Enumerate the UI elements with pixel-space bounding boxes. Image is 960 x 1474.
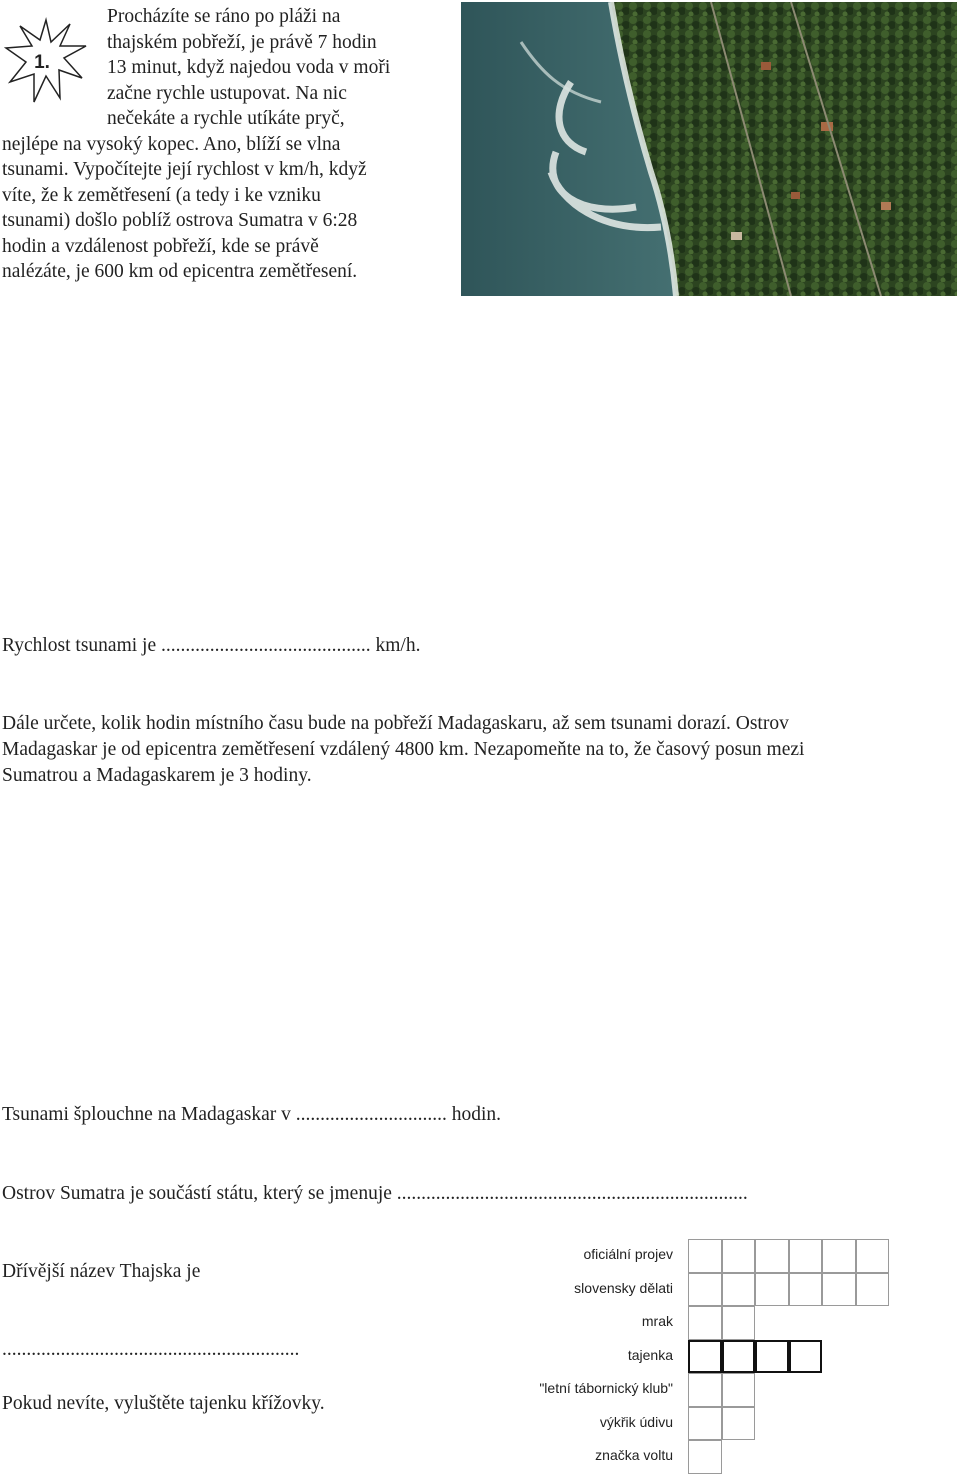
intro-line: Procházíte se ráno po pláži na: [107, 6, 341, 27]
crossword-hint: Pokud nevíte, vyluštěte tajenku křížovky.: [2, 1393, 325, 1414]
speed-answer-line: Rychlost tsunami je ........................................... km/h.: [2, 635, 421, 656]
roof: [821, 122, 833, 131]
crossword-secret-cell[interactable]: [722, 1340, 756, 1374]
crossword-clue: značka voltu: [595, 1447, 673, 1463]
intro-line: tsunami. Vypočítejte její rychlost v km/h, když: [2, 159, 367, 180]
crossword-secret-cell[interactable]: [755, 1340, 789, 1374]
roof: [791, 192, 800, 199]
task-intro: [2, 4, 457, 285]
crossword-cell[interactable]: [688, 1440, 722, 1474]
crossword-secret-cell[interactable]: [688, 1340, 722, 1374]
intro-line: začne rychle ustupovat. Na nic: [107, 82, 347, 104]
crossword-cell[interactable]: [688, 1306, 722, 1340]
crossword-cell[interactable]: [755, 1239, 789, 1273]
intro-line: hodin a vzdálenost pobřeží, kde se právě: [2, 235, 319, 257]
madagascar-line: Sumatrou a Madagaskarem je 3 hodiny.: [2, 765, 312, 786]
crossword-grid: [688, 1239, 928, 1469]
crossword-cell[interactable]: [722, 1407, 756, 1441]
crossword-clue: slovensky dělati: [574, 1280, 673, 1296]
aerial-photo-svg: [461, 2, 957, 296]
intro-line: víte, že k zemětřesení (a tedy i ke vzniku: [2, 184, 321, 206]
aerial-tsunami-photo: [461, 2, 957, 296]
roof: [761, 62, 771, 70]
intro-line: thajském pobřeží, je právě 7 hodin: [107, 31, 377, 53]
crossword-cell[interactable]: [688, 1407, 722, 1441]
crossword-cell[interactable]: [688, 1273, 722, 1307]
crossword: [455, 1239, 925, 1469]
intro-line: 13 minut, když najedou voda v moři: [107, 57, 391, 78]
thailand-answer-blank: .............................................................: [2, 1339, 300, 1360]
crossword-cell[interactable]: [722, 1373, 756, 1407]
thailand-question: Dřívější název Thajska je: [2, 1261, 201, 1282]
crossword-cell[interactable]: [755, 1273, 789, 1307]
crossword-cell[interactable]: [789, 1273, 823, 1307]
crossword-cell[interactable]: [722, 1306, 756, 1340]
intro-line: tsunami) došlo poblíž ostrova Sumatra v 6:28: [2, 210, 358, 231]
crossword-clue: mrak: [641, 1313, 673, 1329]
roof: [881, 202, 891, 210]
intro-line: nalézáte, je 600 km od epicentra zemětřesení.: [2, 261, 358, 282]
sumatra-question-line: Ostrov Sumatra je součástí státu, který se jmenuje ........................................................................: [2, 1183, 748, 1204]
madagascar-line: Madagaskar je od epicentra zemětřesení vzdálený 4800 km. Nezapomeňte na to, že časový posun mezi: [2, 739, 805, 760]
roof: [731, 232, 742, 240]
crossword-clue: "letní tábornický klub": [539, 1380, 673, 1396]
madagascar-answer-line: Tsunami šplouchne na Madagaskar v ............................... hodin.: [2, 1104, 502, 1125]
crossword-cell[interactable]: [856, 1273, 890, 1307]
intro-line: nejlépe na vysoký kopec. Ano, blíží se vlna: [2, 133, 341, 155]
crossword-cell[interactable]: [722, 1273, 756, 1307]
crossword-cell[interactable]: [688, 1239, 722, 1273]
crossword-clue: oficiální projev: [583, 1246, 673, 1262]
crossword-cell[interactable]: [789, 1239, 823, 1273]
crossword-clue: výkřik údivu: [599, 1414, 673, 1430]
crossword-cell[interactable]: [822, 1239, 856, 1273]
crossword-clue: tajenka: [627, 1347, 673, 1363]
intro-line: nečekáte a rychle utíkáte pryč,: [107, 108, 345, 129]
crossword-cell[interactable]: [722, 1239, 756, 1273]
madagascar-line: Dále určete, kolik hodin místního času bude na pobřeží Madagaskaru, až sem tsunami dorazí. Ostrov: [2, 713, 789, 734]
crossword-secret-cell[interactable]: [789, 1340, 823, 1374]
crossword-cell[interactable]: [822, 1273, 856, 1307]
crossword-cell[interactable]: [688, 1373, 722, 1407]
crossword-cell[interactable]: [856, 1239, 890, 1273]
task-number: 1.: [34, 52, 50, 73]
